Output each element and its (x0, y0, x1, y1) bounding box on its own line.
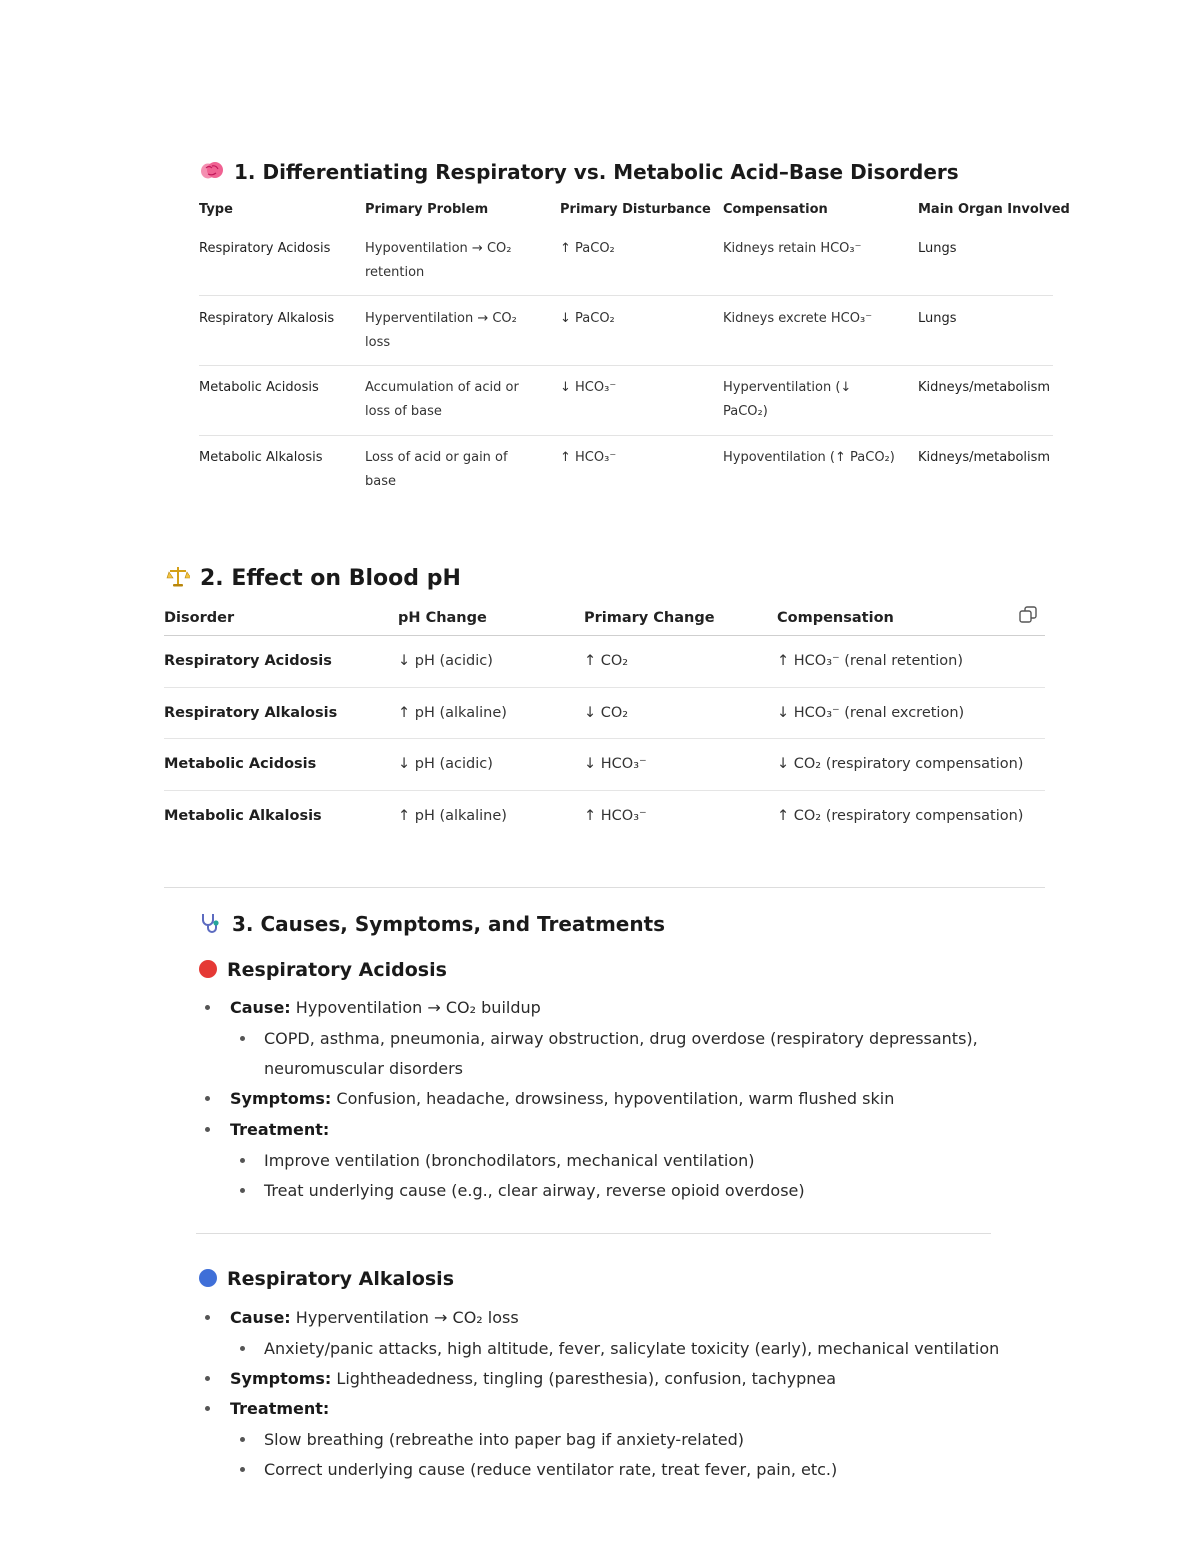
cell-problem: Hypoventilation → CO₂ retention (365, 241, 512, 280)
list-item: Treat underlying cause (e.g., clear airway, reverse opioid overdose) (264, 1181, 805, 1200)
cell-type: Respiratory Acidosis (199, 241, 331, 256)
cell-disturbance: ↓ HCO₃⁻ (560, 380, 617, 395)
resp-alkalosis-heading (199, 1268, 454, 1290)
cell-type: Respiratory Alkalosis (199, 311, 335, 326)
cell-ph: ↓ pH (acidic) (398, 653, 493, 669)
row-divider (164, 738, 1045, 739)
section-2-heading (166, 564, 461, 594)
col-header-disturbance: Primary Disturbance (560, 202, 711, 217)
bullet (205, 1005, 210, 1010)
row-divider (164, 687, 1045, 688)
bullet (205, 1406, 210, 1411)
blue-circle-icon (199, 1269, 217, 1287)
cell-type: Metabolic Acidosis (199, 380, 319, 395)
cell-compensation: Hypoventilation (↑ PaCO₂) (723, 450, 895, 465)
list-item: Treatment: (230, 1399, 330, 1418)
bullet (240, 1188, 245, 1193)
cell-compensation: ↑ HCO₃⁻ (renal retention) (777, 653, 964, 669)
list-item: Symptoms: Confusion, headache, drowsiness, hypoventilation, warm flushed skin (230, 1089, 895, 1108)
row-divider (164, 790, 1045, 791)
col-header-compensation: Compensation (777, 610, 894, 626)
list-item: Correct underlying cause (reduce ventilator rate, treat fever, pain, etc.) (264, 1460, 838, 1479)
bullet (240, 1346, 245, 1351)
cell-organ: Kidneys/metabolism (918, 450, 1051, 465)
col-header-type: Type (199, 202, 233, 217)
copy-icon (1018, 605, 1038, 625)
bullet (240, 1467, 245, 1472)
copy-table-button[interactable] (1018, 605, 1038, 629)
cell-problem: Accumulation of acid or loss of base (365, 380, 519, 419)
stethoscope-icon (198, 911, 222, 940)
cell-ph: ↑ pH (alkaline) (398, 705, 507, 721)
col-header-problem: Primary Problem (365, 202, 489, 217)
list-item: Slow breathing (rebreathe into paper bag if anxiety-related) (264, 1430, 745, 1449)
row-divider (199, 365, 1053, 366)
cell-type: Metabolic Alkalosis (199, 450, 323, 465)
cell-disturbance: ↑ PaCO₂ (560, 241, 615, 256)
cell-disturbance: ↑ HCO₃⁻ (560, 450, 617, 465)
cell-disorder: Respiratory Alkalosis (164, 705, 338, 721)
list-item: Anxiety/panic attacks, high altitude, fever, salicylate toxicity (early), mechanical ventilation (264, 1339, 1000, 1358)
resp-acidosis-title: Respiratory Acidosis (227, 959, 447, 981)
scales-icon (166, 564, 190, 594)
header-divider (164, 635, 1045, 636)
cell-compensation: Kidneys excrete HCO₃⁻ (723, 311, 873, 326)
row-divider (199, 435, 1053, 436)
col-header-primary-change: Primary Change (584, 610, 715, 626)
list-item: Improve ventilation (bronchodilators, mechanical ventilation) (264, 1151, 755, 1170)
bullet (205, 1376, 210, 1381)
cell-ph: ↓ pH (acidic) (398, 756, 493, 772)
bullet (205, 1096, 210, 1101)
cell-primary: ↓ CO₂ (584, 705, 629, 721)
section-divider (164, 887, 1045, 888)
list-item: Symptoms: Lightheadedness, tingling (paresthesia), confusion, tachypnea (230, 1369, 837, 1388)
cell-disorder: Metabolic Alkalosis (164, 808, 322, 824)
bullet (205, 1315, 210, 1320)
cell-disturbance: ↓ PaCO₂ (560, 311, 615, 326)
list-item: Cause: Hyperventilation → CO₂ loss (230, 1308, 519, 1327)
col-header-ph-change: pH Change (398, 610, 487, 626)
cell-compensation: Kidneys retain HCO₃⁻ (723, 241, 862, 256)
cell-primary: ↓ HCO₃⁻ (584, 756, 647, 772)
col-header-disorder: Disorder (164, 610, 235, 626)
red-circle-icon (199, 960, 217, 978)
bullet (240, 1158, 245, 1163)
list-item-continuation: neuromuscular disorders (264, 1059, 463, 1078)
col-header-compensation: Compensation (723, 202, 828, 217)
bullet (205, 1127, 210, 1132)
cell-compensation: ↓ HCO₃⁻ (renal excretion) (777, 705, 965, 721)
cell-problem: Loss of acid or gain of base (365, 450, 508, 489)
cell-problem: Hyperventilation → CO₂ loss (365, 311, 517, 350)
row-divider (199, 295, 1053, 296)
section-1-heading (200, 160, 959, 187)
cell-disorder: Metabolic Acidosis (164, 756, 317, 772)
cell-compensation: ↓ CO₂ (respiratory compensation) (777, 756, 1024, 772)
cell-ph: ↑ pH (alkaline) (398, 808, 507, 824)
resp-acidosis-heading (199, 959, 447, 981)
brain-icon (200, 160, 224, 187)
cell-organ: Lungs (918, 241, 957, 256)
cell-primary: ↑ HCO₃⁻ (584, 808, 647, 824)
bullet (240, 1437, 245, 1442)
list-item: Treatment: (230, 1120, 330, 1139)
bullet (240, 1036, 245, 1041)
section-2-title: 2. Effect on Blood pH (200, 566, 461, 591)
cell-compensation: ↑ CO₂ (respiratory compensation) (777, 808, 1024, 824)
resp-alkalosis-title: Respiratory Alkalosis (227, 1268, 455, 1290)
subsection-divider (196, 1233, 991, 1234)
list-item: Cause: Hypoventilation → CO₂ buildup (230, 998, 541, 1017)
cell-organ: Kidneys/metabolism (918, 380, 1051, 395)
section-1-title: 1. Differentiating Respiratory vs. Metabolic Acid–Base Disorders (234, 160, 959, 184)
section-3-heading (198, 911, 665, 940)
list-item: COPD, asthma, pneumonia, airway obstruction, drug overdose (respiratory depressants), (264, 1029, 978, 1048)
cell-disorder: Respiratory Acidosis (164, 653, 332, 669)
cell-compensation: Hyperventilation (↓ PaCO₂) (723, 380, 852, 419)
section-3-title: 3. Causes, Symptoms, and Treatments (232, 912, 666, 936)
col-header-organ: Main Organ Involved (918, 202, 1070, 217)
cell-primary: ↑ CO₂ (584, 653, 629, 669)
cell-organ: Lungs (918, 311, 957, 326)
